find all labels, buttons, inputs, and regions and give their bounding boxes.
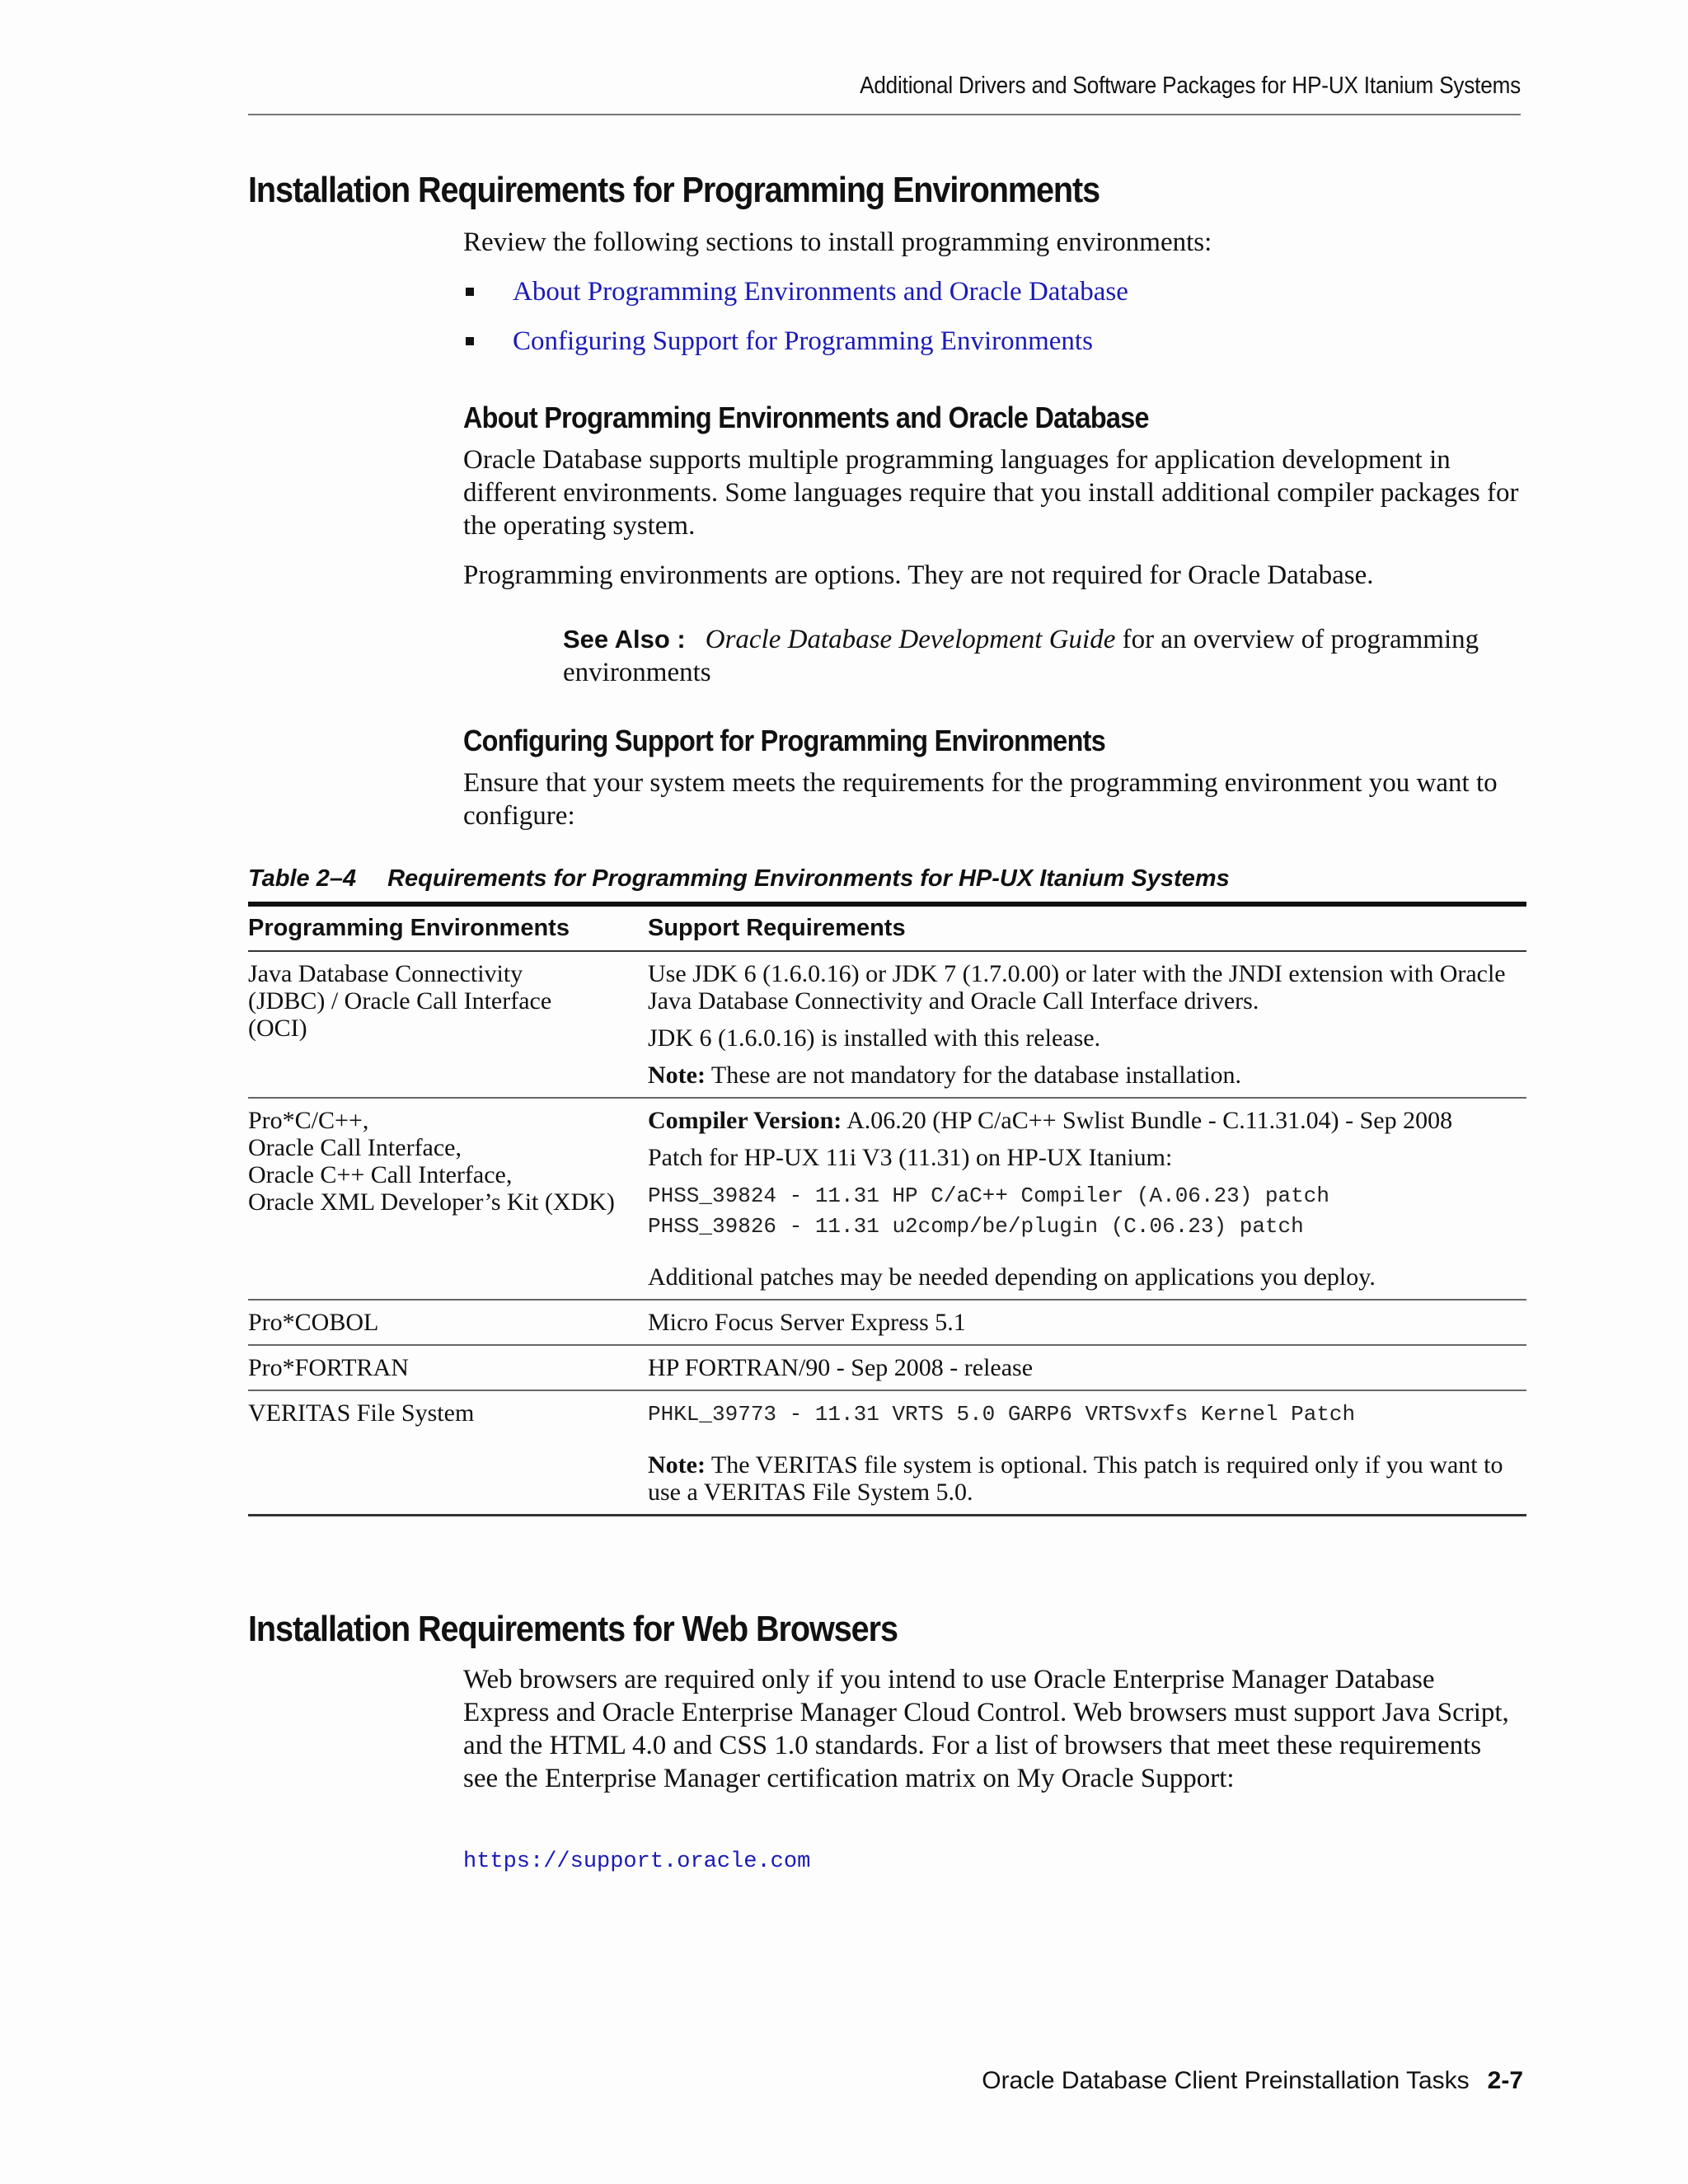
req-cell-jdbc <box>648 951 1526 1098</box>
running-header <box>248 73 1521 115</box>
table-header-row <box>248 904 1526 951</box>
req-cell-cobol: Micro Focus Server Express 5.1 <box>648 1300 1526 1345</box>
note-label: Note: <box>648 1451 706 1479</box>
see-also-text: for an overview of programming environments <box>563 625 1479 687</box>
note-text: These are not mandatory for the database installation. <box>705 1062 1242 1089</box>
link-configuring-support[interactable]: Configuring Support for Programming Environments <box>513 326 1093 356</box>
footer-title: Oracle Database Client Preinstallation Tasks <box>982 2067 1470 2094</box>
configuring-paragraph: Ensure that your system meets the requirements for the programming environment you want to configure: <box>463 768 1498 831</box>
table-row <box>248 1390 1526 1516</box>
jdbc-requirement: Use JDK 6 (1.6.0.16) or JDK 7 (1.7.0.00) or later with the JNDI extension with Oracle Java Database Connectivity and Oracle Call Interface drivers. <box>648 960 1506 1015</box>
column-header-requirements: Support Requirements <box>648 904 1526 951</box>
compiler-version <box>648 1107 1526 1134</box>
table-title: Requirements for Programming Environments for HP-UX Itanium Systems <box>387 865 1230 892</box>
page-number: 2-7 <box>1487 2067 1523 2094</box>
subsection-title-about: About Programming Environments and Oracle Database <box>463 401 1149 434</box>
veritas-note <box>648 1451 1526 1506</box>
note-text: The VERITAS file system is optional. This patch is required only if you want to use a VERITAS File System 5.0. <box>648 1451 1503 1506</box>
env-line: Oracle Call Interface, <box>248 1134 462 1161</box>
requirements-table <box>248 902 1526 1516</box>
compiler-text: A.06.20 (HP C/aC++ Swlist Bundle - C.11.31.04) - Sep 2008 <box>842 1107 1453 1134</box>
running-header-text: Additional Drivers and Software Packages for HP-UX Itanium Systems <box>860 73 1521 99</box>
table-row <box>248 951 1526 1098</box>
table-row <box>248 1300 1526 1345</box>
patch-code: PHSS_39824 - 11.31 HP C/aC++ Compiler (A.06.23) patch <box>648 1183 1329 1208</box>
compiler-label: Compiler Version: <box>648 1107 842 1134</box>
env-line: Oracle C++ Call Interface, <box>248 1161 513 1188</box>
note-label: Note: <box>648 1062 706 1089</box>
env-cell-veritas: VERITAS File System <box>248 1390 648 1516</box>
req-cell-veritas <box>648 1390 1526 1516</box>
subsection-title-configuring: Configuring Support for Programming Environments <box>463 724 1106 757</box>
about-paragraph-1: Oracle Database supports multiple programming languages for application development in different environments. Some languages require that you install additional compiler packages for the operating system. <box>463 445 1519 541</box>
about-paragraph-2: Programming environments are options. They are not required for Oracle Database. <box>463 560 1374 590</box>
patch-list <box>648 1181 1526 1242</box>
column-header-environments: Programming Environments <box>248 904 648 951</box>
table-caption <box>248 865 1230 893</box>
link-about-programming-environments[interactable]: About Programming Environments and Oracle Database <box>513 277 1128 307</box>
veritas-patch-code: PHKL_39773 - 11.31 VRTS 5.0 GARP6 VRTSvxfs Kernel Patch <box>648 1402 1356 1427</box>
jdbc-installed-note: JDK 6 (1.6.0.16) is installed with this release. <box>648 1024 1101 1052</box>
env-line: Pro*C/C++, <box>248 1107 369 1134</box>
env-cell-fortran: Pro*FORTRAN <box>248 1345 648 1390</box>
env-cell-cobol: Pro*COBOL <box>248 1300 648 1345</box>
table-row <box>248 1098 1526 1300</box>
table-number: Table 2–4 <box>248 865 357 892</box>
section-intro: Review the following sections to install programming environments: <box>463 227 1212 257</box>
table-row <box>248 1345 1526 1390</box>
patch-intro: Patch for HP-UX 11i V3 (11.31) on HP-UX Itanium: <box>648 1144 1173 1171</box>
section-title-web-browsers: Installation Requirements for Web Browsers <box>248 1609 898 1649</box>
web-browsers-paragraph: Web browsers are required only if you intend to use Oracle Enterprise Manager Database Express and Oracle Enterprise Manager Cloud Control. Web browsers must support Java Script, and the HTML 4.0 and CSS 1.0 standards. For a list of browsers that meet these requirements see the Enterprise Manager certification matrix on My Oracle Support: <box>463 1665 1509 1793</box>
env-cell-jdbc: Java Database Connectivity (JDBC) / Oracle Call Interface (OCI) <box>248 951 648 1098</box>
additional-patches-note: Additional patches may be needed depending on applications you deploy. <box>648 1263 1376 1291</box>
patch-code: PHSS_39826 - 11.31 u2comp/be/plugin (C.06.23) patch <box>648 1214 1304 1239</box>
bullet-icon <box>466 288 474 296</box>
see-also-note <box>563 623 1494 689</box>
env-cell-proc <box>248 1098 648 1300</box>
see-also-label: See Also : <box>563 625 686 654</box>
req-cell-proc <box>648 1098 1526 1300</box>
env-line: Oracle XML Developer’s Kit (XDK) <box>248 1188 615 1216</box>
req-cell-fortran: HP FORTRAN/90 - Sep 2008 - release <box>648 1345 1526 1390</box>
see-also-guide-title: Oracle Database Development Guide <box>705 625 1116 654</box>
page-footer <box>982 2067 1523 2095</box>
bullet-icon <box>466 337 474 345</box>
jdbc-note <box>648 1062 1526 1089</box>
support-url-link[interactable]: https://support.oracle.com <box>463 1849 811 1874</box>
section-title-programming-environments: Installation Requirements for Programming Environments <box>248 170 1100 210</box>
